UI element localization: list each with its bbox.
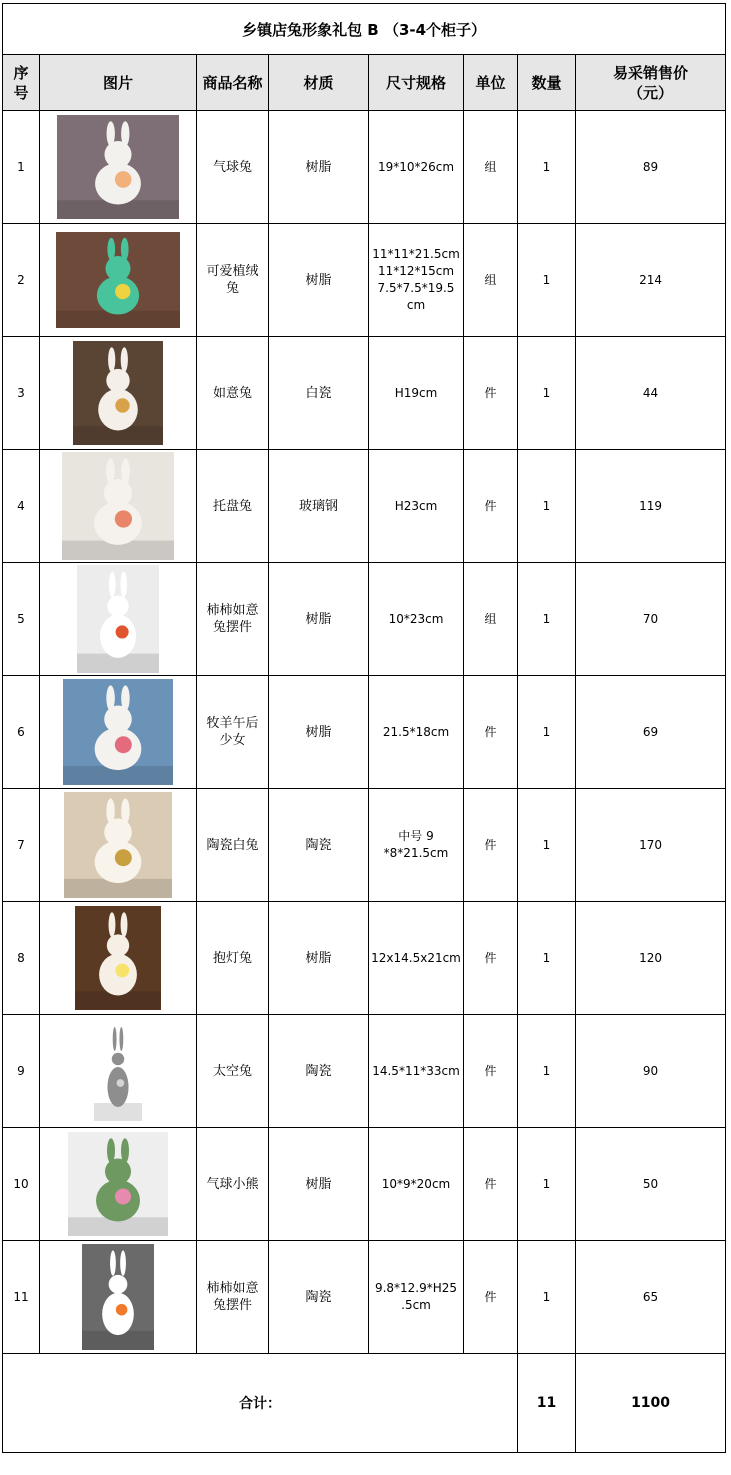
price-cell [576,450,726,563]
quantity-cell [518,1128,576,1241]
product-name-text: 柿柿如意 兔摆件 [206,1281,259,1313]
product-name-cell [197,450,269,563]
product-name-text: 太空兔 [212,1063,252,1079]
price-text: 119 [639,498,662,513]
table-row [3,337,726,450]
price-text: 120 [639,950,662,965]
quantity-text: 1 [542,272,551,287]
product-name-cell [197,789,269,902]
product-photo [75,906,161,1010]
material-cell [269,902,369,1015]
material-cell [269,224,369,337]
product-name-cell [197,111,269,224]
price-text: 50 [642,1176,659,1191]
material-text: 树脂 [305,950,332,966]
size-text: H23cm [394,498,438,513]
row-number-text: 3 [17,385,25,400]
material-text: 玻璃钢 [298,498,338,514]
figurine-head [112,1053,124,1065]
figurine-ear [109,571,116,597]
product-image-cell [40,111,197,224]
figurine-accent [115,510,132,527]
unit-cell [464,902,518,1015]
row-number-cell [3,337,40,450]
unit-text: 件 [484,1063,497,1078]
unit-cell [464,1015,518,1128]
product-image-cell [40,224,197,337]
price-cell [576,1015,726,1128]
size-text: 12x14.5x21cm [371,950,461,965]
unit-text: 件 [484,950,497,965]
size-text: 10*23cm [388,611,444,626]
figurine-body [107,1067,128,1107]
row-number-text: 8 [17,950,25,965]
quantity-text: 1 [542,837,551,852]
figurine-accent [115,736,132,753]
figurine-head [106,256,131,281]
row-number-cell [3,902,40,1015]
quantity-cell [518,676,576,789]
figurine-ear [120,571,127,597]
quantity-text: 1 [542,724,551,739]
figurine-head [104,819,132,847]
unit-cell [464,563,518,676]
material-text: 树脂 [305,1176,332,1192]
product-image-cell [40,337,197,450]
size-text: 14.5*11*33cm [372,1063,460,1078]
figurine-ear [106,458,115,484]
unit-cell [464,789,518,902]
product-name-cell [197,1015,269,1128]
figurine-ear [106,685,114,710]
table-row [3,563,726,676]
figurine-ear [107,238,115,261]
size-cell [369,902,464,1015]
unit-cell [464,676,518,789]
header-qty: 数量 [518,55,576,111]
total-row [3,1354,726,1453]
figurine-accent [115,1188,131,1204]
figurine-head [107,934,129,956]
row-number-text: 9 [17,1063,25,1078]
product-image-cell [40,1015,197,1128]
material-text: 陶瓷 [305,1289,332,1305]
figurine-head [107,595,128,616]
product-name-cell [197,337,269,450]
price-cell [576,676,726,789]
size-cell [369,789,464,902]
figurine-ear [121,121,129,146]
figurine-ear [120,1250,126,1275]
material-cell [269,676,369,789]
product-name-cell [197,224,269,337]
product-photo [73,341,163,445]
figurine-ear [110,1250,116,1275]
unit-text: 件 [484,1176,497,1191]
table-row [3,224,726,337]
quantity-cell [518,337,576,450]
table-row [3,1015,726,1128]
figurine-head [109,1275,128,1294]
size-cell [369,337,464,450]
price-cell [576,111,726,224]
figurine-ear [119,1027,123,1051]
product-photo [82,1244,154,1350]
header-unit: 单位 [464,55,518,111]
row-number-cell [3,224,40,337]
product-name-text: 牧羊午后 少女 [206,716,259,748]
figurine-head [104,706,132,734]
unit-text: 件 [484,724,497,739]
product-name-text: 陶瓷白兔 [206,837,259,853]
price-text: 44 [642,385,659,400]
figurine-accent [117,1079,125,1087]
product-name-cell [197,676,269,789]
figurine-accent [115,284,130,299]
product-photo [64,792,172,898]
quantity-text: 1 [542,498,551,513]
header-image: 图片 [40,55,197,111]
row-number-text: 2 [17,272,25,287]
size-text: 10*9*20cm [381,1176,451,1191]
row-number-text: 6 [17,724,25,739]
header-size: 尺寸规格 [369,55,464,111]
header-price [576,55,726,111]
product-photo [94,1021,142,1121]
product-image-cell [40,450,197,563]
material-text: 陶瓷 [305,1063,332,1079]
header-row [3,55,726,111]
material-text: 树脂 [305,272,332,288]
material-cell [269,111,369,224]
figurine-ear [121,458,130,484]
quantity-cell [518,902,576,1015]
figurine-accent [115,398,129,412]
quantity-cell [518,563,576,676]
product-name-text: 托盘兔 [212,498,252,514]
row-number-cell [3,1241,40,1354]
product-photo [77,565,159,673]
row-number-cell [3,450,40,563]
row-number-text: 10 [13,1176,29,1191]
size-cell [369,111,464,224]
unit-cell [464,111,518,224]
row-number-text: 7 [17,837,25,852]
row-number-cell [3,111,40,224]
quantity-cell [518,111,576,224]
row-number-cell [3,563,40,676]
price-text: 69 [642,724,659,739]
figurine-head [104,479,132,507]
product-image-cell [40,676,197,789]
total-quantity: 11 [518,1354,576,1453]
product-name-cell [197,563,269,676]
size-text: 19*10*26cm [377,159,455,174]
figurine-accent [115,171,132,188]
figurine-ear [109,912,116,937]
figurine-head [105,1159,131,1185]
material-text: 树脂 [305,159,332,175]
product-image-cell [40,1241,197,1354]
size-cell [369,224,464,337]
price-text: 89 [642,159,659,174]
unit-text: 件 [484,385,497,400]
quantity-cell [518,1015,576,1128]
price-cell [576,337,726,450]
size-cell [369,1015,464,1128]
unit-cell [464,224,518,337]
table-row [3,111,726,224]
size-cell [369,1128,464,1241]
quantity-text: 1 [542,950,551,965]
total-label: 合计： [3,1354,518,1453]
header-price-text: 易采销售价 （元） [613,63,689,102]
figurine-accent [116,625,129,638]
figurine-ear [107,121,115,146]
product-name-text: 气球小熊 [206,1176,259,1192]
product-name-text: 如意兔 [212,385,252,401]
figurine-ear [121,1138,129,1163]
quantity-text: 1 [542,1289,551,1304]
row-number-text: 1 [17,159,25,174]
material-cell [269,337,369,450]
price-cell [576,1128,726,1241]
header-name: 商品名称 [197,55,269,111]
row-number-text: 5 [17,611,25,626]
table-row [3,789,726,902]
figurine-ear [107,1138,115,1163]
product-name-text: 可爱植绒 兔 [206,264,259,296]
unit-text: 组 [484,611,497,626]
price-cell [576,224,726,337]
price-text: 65 [642,1289,659,1304]
material-text: 陶瓷 [305,837,332,853]
header-no [3,55,40,111]
quantity-text: 1 [542,159,551,174]
row-number-cell [3,1128,40,1241]
unit-cell [464,1128,518,1241]
quantity-cell [518,789,576,902]
material-cell [269,789,369,902]
price-text: 170 [639,837,662,852]
unit-text: 件 [484,837,497,852]
header-material: 材质 [269,55,369,111]
row-number-cell [3,789,40,902]
row-number-text: 11 [13,1289,29,1304]
table-row [3,1128,726,1241]
quantity-text: 1 [542,611,551,626]
product-photo [56,232,180,328]
quantity-text: 1 [542,385,551,400]
row-number-cell [3,1015,40,1128]
figurine-ear [121,347,128,372]
price-cell [576,1241,726,1354]
unit-text: 组 [484,272,497,287]
size-text: 21.5*18cm [382,724,450,739]
size-text: 9.8*12.9*H25 .5cm [374,1281,458,1312]
price-cell [576,789,726,902]
quantity-cell [518,450,576,563]
figurine-ear [121,685,129,710]
price-text: 70 [642,611,659,626]
size-cell [369,1241,464,1354]
total-price: 1100 [576,1354,726,1453]
table-row [3,676,726,789]
table-row [3,1241,726,1354]
header-no-text: 序 号 [13,63,29,102]
figurine-head [106,369,129,392]
figurine-ear [106,798,114,823]
product-image-cell [40,1128,197,1241]
unit-cell [464,1241,518,1354]
product-photo [62,452,174,560]
size-text: 中号 9 *8*21.5cm [383,829,449,860]
size-cell [369,563,464,676]
product-name-text: 气球兔 [212,159,252,175]
quantity-text: 1 [542,1176,551,1191]
quantity-cell [518,1241,576,1354]
unit-text: 件 [484,498,497,513]
size-text: H19cm [394,385,438,400]
figurine-accent [115,964,129,978]
price-text: 90 [642,1063,659,1078]
product-name-text: 抱灯兔 [212,950,252,966]
product-name-cell [197,1128,269,1241]
unit-cell [464,450,518,563]
table-row [3,902,726,1015]
table-row [3,450,726,563]
figurine-accent [116,1304,128,1316]
product-image-cell [40,563,197,676]
row-number-cell [3,676,40,789]
product-table [2,3,726,1453]
size-cell [369,676,464,789]
figurine-ear [108,347,115,372]
unit-cell [464,337,518,450]
material-text: 白瓷 [305,385,332,401]
material-cell [269,1241,369,1354]
material-cell [269,450,369,563]
product-photo [63,679,173,785]
price-cell [576,563,726,676]
figurine-head [104,141,131,168]
figurine-ear [121,238,129,261]
product-name-cell [197,1241,269,1354]
size-cell [369,450,464,563]
material-text: 树脂 [305,724,332,740]
price-cell [576,902,726,1015]
figurine-ear [121,798,129,823]
row-number-text: 4 [17,498,25,513]
table-title: 乡镇店兔形象礼包 B （3-4个柜子） [3,4,726,55]
material-cell [269,563,369,676]
price-text: 214 [639,272,662,287]
figurine-ear [113,1027,117,1051]
size-text: 11*11*21.5cm 11*12*15cm 7.5*7.5*19.5 cm [372,247,460,312]
unit-text: 组 [484,159,497,174]
product-photo [68,1132,168,1236]
product-image-cell [40,902,197,1015]
material-text: 树脂 [305,611,332,627]
figurine-ear [121,912,128,937]
product-image-cell [40,789,197,902]
product-photo [57,115,179,219]
quantity-text: 1 [542,1063,551,1078]
quantity-cell [518,224,576,337]
product-name-cell [197,902,269,1015]
material-cell [269,1128,369,1241]
material-cell [269,1015,369,1128]
product-name-text: 柿柿如意 兔摆件 [206,603,259,635]
unit-text: 件 [484,1289,497,1304]
figurine-accent [115,849,132,866]
